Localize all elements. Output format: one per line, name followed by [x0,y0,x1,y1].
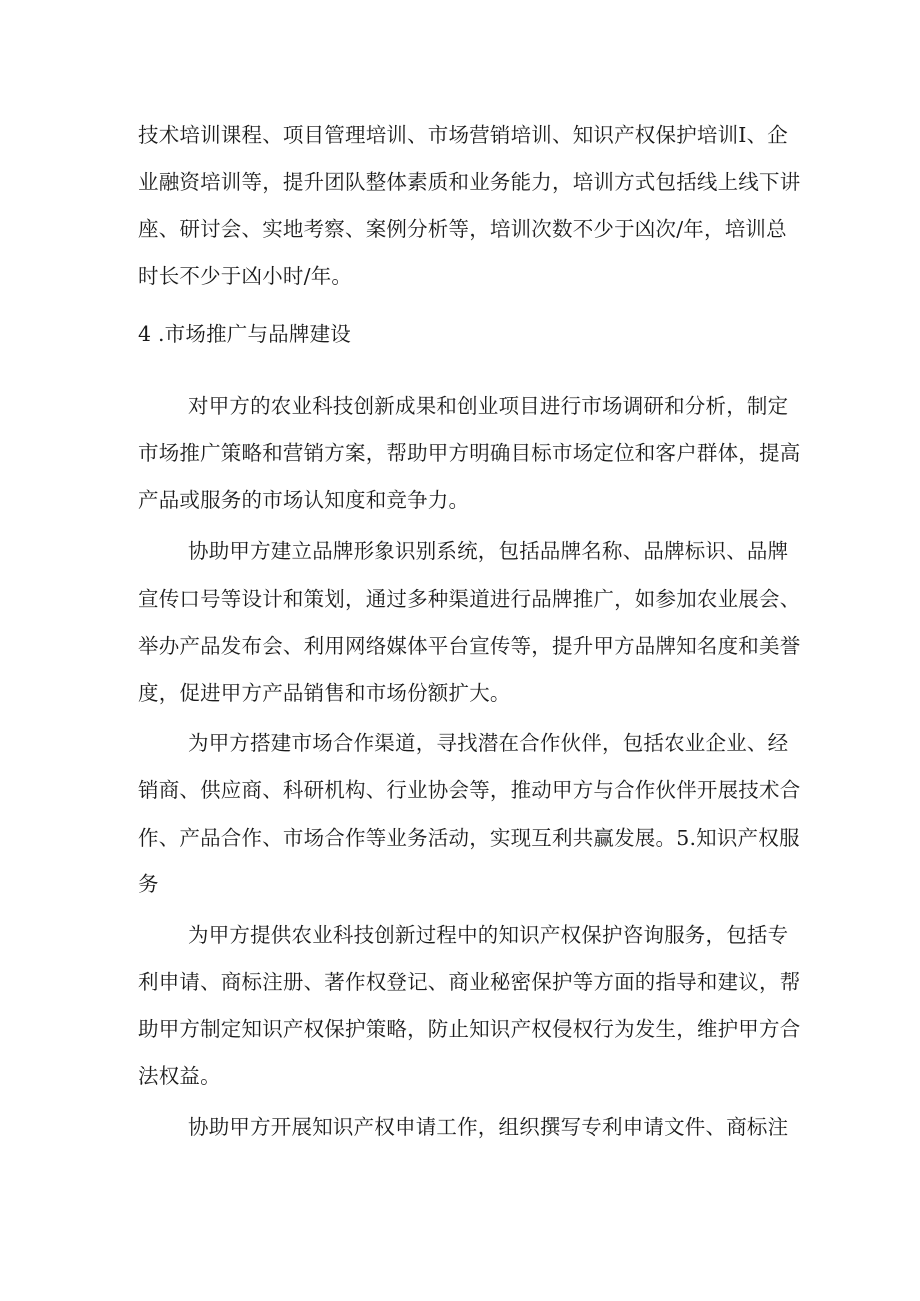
text-line: 产品或服务的市场认知度和竞争力。 [138,488,470,512]
text-line: 时长不少于凶小时/年。 [138,264,353,288]
text-line: 协助甲方开展知识产权申请工作，组织撰写专利申请文件、商标注 [188,1115,789,1139]
text-line: 法权益。 [138,1064,221,1088]
text-line: 为甲方搭建市场合作渠道，寻找潜在合作伙伴，包括农业企业、经 [188,731,789,755]
text-line: 宣传口号等设计和策划，通过多种渠道进行品牌推广，如参加农业展会、 [138,587,801,611]
text-line: 技术培训课程、项目管理培训、市场营销培训、知识产权保护培训I、企 [138,123,788,147]
text-line: 举办产品发布会、利用网络媒体平台宣传等，提升甲方品牌知名度和美誉 [138,634,801,658]
text-line: 利申请、商标注册、著作权登记、商业秘密保护等方面的指导和建议，帮 [138,970,801,994]
text-line: 作、产品合作、市场合作等业务活动，实现互利共赢发展。5.知识产权服 [138,826,800,850]
text-line: 助甲方制定知识产权保护策略，防止知识产权侵权行为发生，维护甲方合 [138,1017,801,1041]
text-line: 市场推广策略和营销方案，帮助甲方明确目标市场定位和客户群体，提高 [138,441,801,465]
text-line: 为甲方提供农业科技创新过程中的知识产权保护咨询服务，包括专 [188,923,789,947]
text-line: 协助甲方建立品牌形象识别系统，包括品牌名称、品牌标识、品牌 [188,539,789,563]
text-line: 度，促进甲方产品销售和市场份额扩大。 [138,681,511,705]
text-line: 销商、供应商、科研机构、行业协会等，推动甲方与合作伙伴开展技术合 [138,778,801,802]
section-heading: 4 .市场推广与品牌建设 [138,322,351,346]
text-line: 业融资培训等，提升团队整体素质和业务能力，培训方式包括线上线下讲 [138,170,801,194]
text-line: 对甲方的农业科技创新成果和创业项目进行市场调研和分析，制定 [188,394,789,418]
text-line: 务 [138,872,159,896]
text-line: 座、研讨会、实地考察、案例分析等，培训次数不少于凶次/年，培训总 [138,217,787,241]
